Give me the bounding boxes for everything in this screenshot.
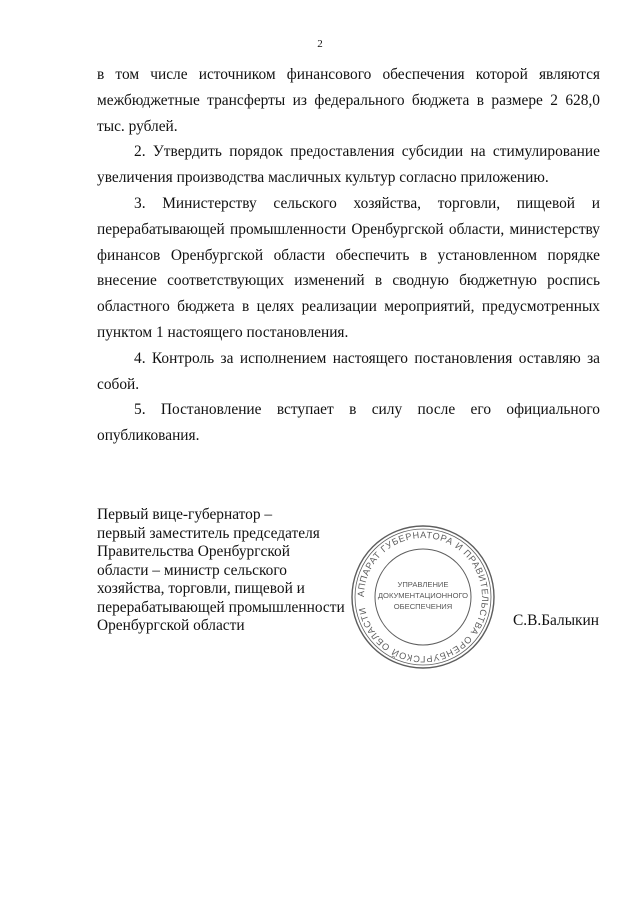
signatory-position-line: Первый вице-губернатор – xyxy=(97,506,273,523)
signatory-name: С.В.Балыкин xyxy=(512,612,599,629)
signatory-position-line: перерабатывающей промышленности xyxy=(97,598,345,616)
paragraph-item-4: 4. Контроль за исполнением настоящего постановления оставляю за собой. xyxy=(97,349,600,393)
paragraph-item-3: 3. Министерству сельского хозяйства, торговли, пищевой и перерабатывающей промышленности Оренбургской области, министерству финансов Оренбургской области обеспечить в установленном порядке внесение соответствующих изменений в сводную бюджетную роспись областного бюджета в целях реализации мероприятий, предусмотренных пунктом 1 настоящего постановления. xyxy=(97,194,600,341)
signatory-position-line: хозяйства, торговли, пищевой и xyxy=(97,580,305,597)
signatory-position xyxy=(97,506,357,636)
paragraph-continuation: в том числе источником финансового обеспечения которой являются межбюджетные трансферты из федерального бюджета в размере 2 628,0 тыс. рублей. xyxy=(97,66,600,135)
official-stamp-seal xyxy=(348,522,498,672)
stamp-inner-line: УПРАВЛЕНИЕ xyxy=(397,580,449,589)
document-body xyxy=(97,62,600,449)
signatory-position-line: Правительства Оренбургской xyxy=(97,543,290,560)
signatory-position-line: области – министр сельского xyxy=(97,561,287,579)
page-number: 2 xyxy=(317,38,323,50)
stamp-outer-text: АППАРАТ ГУБЕРНАТОРА И ПРАВИТЕЛЬСТВА ОРЕНБУРГСКОЙ ОБЛАСТИ xyxy=(355,529,491,665)
paragraph-item-5: 5. Постановление вступает в силу после его официального опубликования. xyxy=(97,401,600,445)
paragraph-item-2: 2. Утвердить порядок предоставления субсидии на стимулирование увеличения производства масличных культур согласно приложению. xyxy=(97,143,600,187)
stamp-inner-line: ОБЕСПЕЧЕНИЯ xyxy=(393,602,453,611)
signatory-position-line: Оренбургской области xyxy=(97,617,245,634)
stamp-inner-line: ДОКУМЕНТАЦИОННОГО xyxy=(377,591,469,600)
signatory-position-line: первый заместитель председателя xyxy=(97,524,320,542)
